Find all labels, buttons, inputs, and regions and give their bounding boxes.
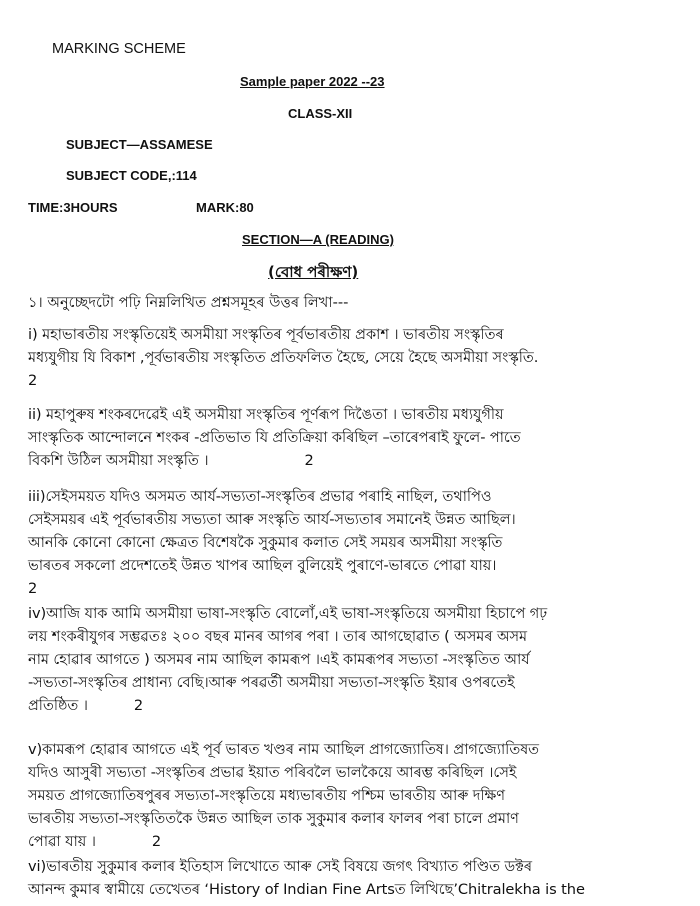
answer-5-mark: 2: [151, 833, 162, 850]
answer-4-line-1: iv)আজি যাক আমি অসমীয়া ভাষা-সংস্কৃতি বোলোঁ,এই ভাষা-সংস্কৃতিয়ে অসমীয়া হিচাপে গঢ়: [28, 605, 548, 622]
subject-label: SUBJECT—ASSAMESE: [66, 137, 213, 152]
subject-code-label: SUBJECT CODE,:114: [66, 168, 197, 183]
answer-2-line-1: ii) মহাপুৰুষ শংকৰদেৱেই এই অসমীয়া সংস্কৃতিৰ পূৰ্ণৰূপ দিঙৈতা । ভাৰতীয় মধ্যযুগীয়: [28, 406, 504, 423]
class-label: CLASS-XII: [288, 106, 353, 121]
answer-3-line-4: ভাৰতৰ সকলো প্ৰদেশতেই উন্নত খাপৰ আছিল বুলিয়েই পুৰাণে-ভাৰতে পোৱা যায়।: [28, 557, 497, 574]
answer-5-line-2: যদিও আসুৰী সভ্যতা -সংস্কৃতিৰ প্ৰভাৱ ইয়াত পৰিবলৈ ভালকৈয়ে আৰম্ভ কৰিছিল ।সেই: [28, 764, 517, 781]
answer-5-line-4: ভাৰতীয় সভ্যতা-সংস্কৃতিতকৈ উন্নত আছিল তাক সুকুমাৰ কলাৰ ফালৰ পৰা চালে প্ৰমাণ: [28, 810, 519, 827]
answer-1-mark: 2: [28, 372, 38, 389]
answer-3-mark: 2: [28, 580, 38, 597]
answer-2-line-2: সাংস্কৃতিক আন্দোলনে শংকৰ -প্ৰতিভাত যি প্ৰতিক্ৰিয়া কৰিছিল –তাৰেপৰাই ফুলে- পাতে: [28, 429, 521, 446]
section-title: SECTION—A (READING): [242, 232, 394, 247]
answer-3-line-1: iii)সেইসময়ত যদিও অসমত আৰ্য-সভ্যতা-সংস্কৃতিৰ প্ৰভাৱ পৰাহি নাছিল, তথাপিও: [28, 488, 492, 505]
answer-4-line-2: লয় শংকৰীযুগৰ সম্ভৱতঃ ২০০ বছৰ মানৰ আগৰ পৰা । তাৰ আগছোৱাত ( অসমৰ অসম: [28, 628, 528, 645]
answer-6: [28, 855, 680, 901]
answer-4-line-4: -সভ্যতা-সংস্কৃতিৰ প্ৰাধান্য বেছি।আৰু পৰৱৰ্তী অসমীয়া সভ্যতা-সংস্কৃতি ইয়াৰ ওপৰতেই: [28, 674, 515, 691]
answer-4-line-3: নাম হোৱাৰ আগতে ) অসমৰ নাম আছিল কামৰূপ ।এই কামৰূপৰ সভ্যতা -সংস্কৃতিত আৰ্য: [28, 651, 530, 668]
answer-5: [28, 738, 680, 853]
answer-3: [28, 485, 680, 600]
answer-5-line-3: সময়ত প্ৰাগজ্যোতিষপুৰৰ সভ্যতা-সংস্কৃতিয়ে মধ্যভাৰতীয় পশ্চিম ভাৰতীয় আৰু দক্ষিণ: [28, 787, 505, 804]
section-subtitle: (বোধ পৰীক্ষণ): [268, 263, 359, 281]
marking-scheme-label: MARKING SCHEME: [52, 41, 186, 57]
answer-4-mark: 2: [133, 697, 144, 714]
mark-label: MARK:80: [196, 200, 254, 215]
answer-1: [28, 323, 680, 392]
answer-1-line-1: i) মহাভাৰতীয় সংস্কৃতিয়েই অসমীয়া সংস্কৃতিৰ পূৰ্বভাৰতীয় প্ৰকাশ । ভাৰতীয় সংস্কৃতিৰ: [28, 326, 504, 343]
answer-6-line-2: আনন্দ কুমাৰ স্বামীয়ে তেখেতৰ ‘History of Indian Fine Artsত লিখিছে’Chitralekha is the: [28, 881, 585, 898]
question-instruction: ১। অনুচ্ছেদটো পঢ়ি নিম্নলিখিত প্ৰশ্নসমূহৰ উত্তৰ লিখা---: [28, 294, 349, 311]
answer-2-mark: 2: [304, 452, 314, 469]
answer-1-line-2: মধ্যযুগীয় যি বিকাশ ,পূৰ্বভাৰতীয় সংস্কৃতিত প্ৰতিফলিত হৈছে, সেয়ে হৈছে অসমীয়া সংস্কৃতি.: [28, 349, 539, 366]
sample-paper-title: Sample paper 2022 --23: [240, 74, 385, 89]
answer-3-line-2: সেইসময়ৰ এই পূৰ্বভাৰতীয় সভ্যতা আৰু সংস্কৃতি আৰ্য-সভ্যতাৰ সমানেই উন্নত আছিল।: [28, 511, 516, 528]
answer-4: [28, 602, 680, 717]
answer-5-line-5: পোৱা যায় ।: [28, 833, 96, 850]
answer-2: [28, 403, 680, 472]
time-label: TIME:3HOURS: [28, 200, 118, 215]
answer-2-line-3: বিকশি উঠিল অসমীয়া সংস্কৃতি ।: [28, 452, 209, 469]
answer-5-line-1: v)কামৰূপ হোৱাৰ আগতে এই পূৰ্ব ভাৰত খণ্ডৰ নাম আছিল প্ৰাগজ্যোতিষ। প্ৰাগজ্যোতিষত: [28, 741, 539, 758]
answer-4-line-5: প্ৰতিষ্ঠিত ।: [28, 697, 88, 714]
answer-3-line-3: আনকি কোনো কোনো ক্ষেত্ৰত বিশেষকৈ সুকুমাৰ কলাত সেই সময়ৰ অসমীয়া সংস্কৃতি: [28, 534, 503, 551]
answer-6-line-1: vi)ভাৰতীয় সুকুমাৰ কলাৰ ইতিহাস লিখোতে আৰু সেই বিষয়ে জগৎ বিখ্যাত পণ্ডিত ডক্টৰ: [28, 858, 532, 875]
